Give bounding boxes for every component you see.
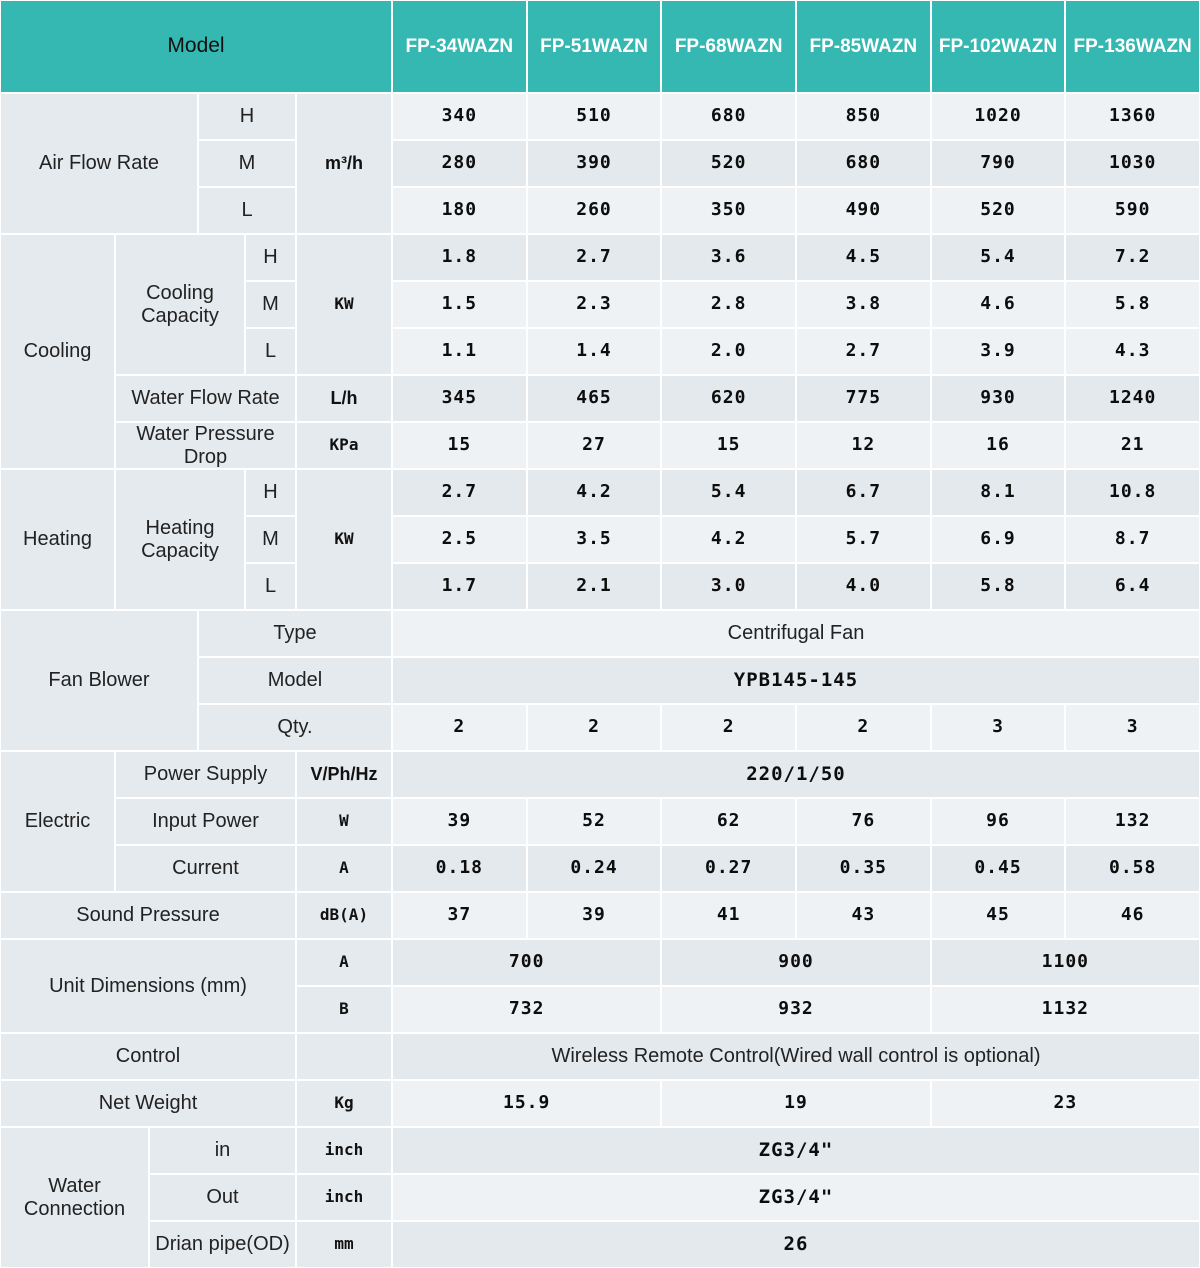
dimension-b-value: 932 bbox=[661, 986, 930, 1033]
sound-pressure-value: 43 bbox=[796, 892, 931, 939]
input-power-value: 96 bbox=[931, 798, 1066, 845]
afr-m-value: 390 bbox=[527, 140, 662, 187]
afr-level-m-label: M bbox=[198, 140, 296, 187]
model-name: FP-51WAZN bbox=[527, 0, 662, 93]
water-pressure-drop-value: 15 bbox=[392, 422, 527, 469]
cooling-h-value: 5.4 bbox=[931, 234, 1066, 281]
heating-l-value: 3.0 bbox=[661, 563, 796, 610]
net-weight-unit-label: Kg bbox=[296, 1080, 392, 1127]
cooling-m-value: 5.8 bbox=[1065, 281, 1200, 328]
current-unit-label: A bbox=[296, 845, 392, 892]
water-pressure-drop-value: 27 bbox=[527, 422, 662, 469]
water-pressure-drop-value: 15 bbox=[661, 422, 796, 469]
heating-m-value: 3.5 bbox=[527, 516, 662, 563]
fan-qty-value: 2 bbox=[527, 704, 662, 751]
cooling-m-value: 1.5 bbox=[392, 281, 527, 328]
cooling-l-value: 1.1 bbox=[392, 328, 527, 375]
sound-pressure-unit-label: dB(A) bbox=[296, 892, 392, 939]
input-power-values-row bbox=[392, 798, 1200, 845]
water-out-label: Out bbox=[149, 1174, 296, 1221]
fan-qty-values-row bbox=[392, 704, 1200, 751]
afr-l-value: 180 bbox=[392, 187, 527, 234]
cooling-l-values-row bbox=[392, 328, 1200, 375]
heating-capacity-unit-label: KW bbox=[296, 469, 392, 610]
input-power-value: 132 bbox=[1065, 798, 1200, 845]
dimension-b-value: 1132 bbox=[931, 986, 1200, 1033]
cooling-m-value: 2.8 bbox=[661, 281, 796, 328]
heating-h-value: 8.1 bbox=[931, 469, 1066, 516]
afr-h-value: 1020 bbox=[931, 93, 1066, 140]
heating-h-value: 5.4 bbox=[661, 469, 796, 516]
fan-blower-label: Fan Blower bbox=[0, 610, 198, 751]
sound-pressure-value: 39 bbox=[527, 892, 662, 939]
drain-pipe-label: Drian pipe(OD) bbox=[149, 1221, 296, 1268]
heating-h-value: 4.2 bbox=[527, 469, 662, 516]
afr-m-value: 520 bbox=[661, 140, 796, 187]
control-label: Control bbox=[0, 1033, 296, 1080]
afr-h-value: 850 bbox=[796, 93, 931, 140]
net-weight-label: Net Weight bbox=[0, 1080, 296, 1127]
current-value: 0.18 bbox=[392, 845, 527, 892]
cooling-h-value: 7.2 bbox=[1065, 234, 1200, 281]
sound-pressure-value: 41 bbox=[661, 892, 796, 939]
model-header-row bbox=[392, 0, 1200, 93]
current-value: 0.58 bbox=[1065, 845, 1200, 892]
current-value: 0.45 bbox=[931, 845, 1066, 892]
water-in-label: in bbox=[149, 1127, 296, 1174]
heating-l-value: 5.8 bbox=[931, 563, 1066, 610]
current-values-row bbox=[392, 845, 1200, 892]
heating-capacity-label: Heating Capacity bbox=[115, 469, 245, 610]
afr-h-values-row bbox=[392, 93, 1200, 140]
water-flow-rate-label: Water Flow Rate bbox=[115, 375, 296, 422]
water-pressure-drop-value: 12 bbox=[796, 422, 931, 469]
cooling-m-value: 3.8 bbox=[796, 281, 931, 328]
net-weight-value: 23 bbox=[931, 1080, 1200, 1127]
sound-pressure-value: 37 bbox=[392, 892, 527, 939]
model-name: FP-85WAZN bbox=[796, 0, 931, 93]
heating-l-values-row bbox=[392, 563, 1200, 610]
sound-pressure-values-row bbox=[392, 892, 1200, 939]
cooling-h-value: 2.7 bbox=[527, 234, 662, 281]
input-power-label: Input Power bbox=[115, 798, 296, 845]
input-power-value: 52 bbox=[527, 798, 662, 845]
water-pressure-drop-value: 16 bbox=[931, 422, 1066, 469]
fan-type-label: Type bbox=[198, 610, 392, 657]
afr-m-value: 280 bbox=[392, 140, 527, 187]
net-weight-values-row bbox=[392, 1080, 1200, 1127]
afr-m-value: 790 bbox=[931, 140, 1066, 187]
water-out-value: ZG3/4" bbox=[392, 1174, 1200, 1221]
current-value: 0.24 bbox=[527, 845, 662, 892]
fan-qty-value: 2 bbox=[796, 704, 931, 751]
input-power-value: 62 bbox=[661, 798, 796, 845]
heating-label: Heating bbox=[0, 469, 115, 610]
sound-pressure-value: 45 bbox=[931, 892, 1066, 939]
heating-l-value: 2.1 bbox=[527, 563, 662, 610]
afr-level-l-label: L bbox=[198, 187, 296, 234]
input-power-value: 39 bbox=[392, 798, 527, 845]
model-name: FP-34WAZN bbox=[392, 0, 527, 93]
cooling-level-l-label: L bbox=[245, 328, 296, 375]
water-flow-rate-unit-label: L/h bbox=[296, 375, 392, 422]
heating-m-value: 8.7 bbox=[1065, 516, 1200, 563]
sound-pressure-value: 46 bbox=[1065, 892, 1200, 939]
cooling-capacity-label: Cooling Capacity bbox=[115, 234, 245, 375]
current-label: Current bbox=[115, 845, 296, 892]
drain-pipe-unit-label: mm bbox=[296, 1221, 392, 1268]
cooling-level-m-label: M bbox=[245, 281, 296, 328]
fan-qty-value: 3 bbox=[931, 704, 1066, 751]
cooling-label: Cooling bbox=[0, 234, 115, 469]
input-power-unit-label: W bbox=[296, 798, 392, 845]
afr-l-value: 590 bbox=[1065, 187, 1200, 234]
dimension-a-values-row bbox=[392, 939, 1200, 986]
heating-level-m-label: M bbox=[245, 516, 296, 563]
dimension-a-label: A bbox=[296, 939, 392, 986]
power-supply-label: Power Supply bbox=[115, 751, 296, 798]
model-header-label: Model bbox=[0, 0, 392, 93]
cooling-m-values-row bbox=[392, 281, 1200, 328]
cooling-l-value: 1.4 bbox=[527, 328, 662, 375]
dimension-a-value: 1100 bbox=[931, 939, 1200, 986]
water-flow-rate-value: 465 bbox=[527, 375, 662, 422]
net-weight-value: 15.9 bbox=[392, 1080, 661, 1127]
sound-pressure-label: Sound Pressure bbox=[0, 892, 296, 939]
cooling-l-value: 4.3 bbox=[1065, 328, 1200, 375]
water-in-value: ZG3/4" bbox=[392, 1127, 1200, 1174]
heating-m-value: 6.9 bbox=[931, 516, 1066, 563]
cooling-m-value: 4.6 bbox=[931, 281, 1066, 328]
water-in-unit-label: inch bbox=[296, 1127, 392, 1174]
water-pressure-drop-value: 21 bbox=[1065, 422, 1200, 469]
heating-h-values-row bbox=[392, 469, 1200, 516]
water-pressure-drop-label: Water Pressure Drop bbox=[115, 422, 296, 469]
current-value: 0.35 bbox=[796, 845, 931, 892]
heating-m-value: 4.2 bbox=[661, 516, 796, 563]
water-pressure-drop-values-row bbox=[392, 422, 1200, 469]
water-flow-rate-value: 345 bbox=[392, 375, 527, 422]
afr-l-value: 350 bbox=[661, 187, 796, 234]
dimension-b-values-row bbox=[392, 986, 1200, 1033]
water-out-unit-label: inch bbox=[296, 1174, 392, 1221]
heating-l-value: 1.7 bbox=[392, 563, 527, 610]
afr-l-value: 260 bbox=[527, 187, 662, 234]
afr-m-value: 1030 bbox=[1065, 140, 1200, 187]
model-name: FP-68WAZN bbox=[661, 0, 796, 93]
cooling-h-values-row bbox=[392, 234, 1200, 281]
fan-model-value: YPB145-145 bbox=[392, 657, 1200, 704]
dimension-a-value: 700 bbox=[392, 939, 661, 986]
cooling-capacity-unit-label: KW bbox=[296, 234, 392, 375]
afr-l-values-row bbox=[392, 187, 1200, 234]
heating-m-values-row bbox=[392, 516, 1200, 563]
heating-l-value: 6.4 bbox=[1065, 563, 1200, 610]
dimension-a-value: 900 bbox=[661, 939, 930, 986]
fan-qty-value: 2 bbox=[392, 704, 527, 751]
afr-h-value: 680 bbox=[661, 93, 796, 140]
fan-qty-label: Qty. bbox=[198, 704, 392, 751]
cooling-h-value: 3.6 bbox=[661, 234, 796, 281]
afr-h-value: 340 bbox=[392, 93, 527, 140]
cooling-m-value: 2.3 bbox=[527, 281, 662, 328]
water-flow-rate-value: 775 bbox=[796, 375, 931, 422]
control-unit-empty-cell bbox=[296, 1033, 392, 1080]
model-name: FP-102WAZN bbox=[931, 0, 1066, 93]
water-connection-label: Water Connection bbox=[0, 1127, 149, 1268]
water-flow-rate-value: 1240 bbox=[1065, 375, 1200, 422]
cooling-h-value: 4.5 bbox=[796, 234, 931, 281]
heating-m-value: 5.7 bbox=[796, 516, 931, 563]
heating-level-l-label: L bbox=[245, 563, 296, 610]
water-pressure-drop-unit-label: KPa bbox=[296, 422, 392, 469]
afr-h-value: 1360 bbox=[1065, 93, 1200, 140]
fan-qty-value: 2 bbox=[661, 704, 796, 751]
electric-label: Electric bbox=[0, 751, 115, 892]
afr-h-value: 510 bbox=[527, 93, 662, 140]
heating-level-h-label: H bbox=[245, 469, 296, 516]
heating-h-value: 2.7 bbox=[392, 469, 527, 516]
cooling-level-h-label: H bbox=[245, 234, 296, 281]
power-supply-unit-label: V/Ph/Hz bbox=[296, 751, 392, 798]
afr-m-value: 680 bbox=[796, 140, 931, 187]
model-name: FP-136WAZN bbox=[1065, 0, 1200, 93]
air-flow-rate-label: Air Flow Rate bbox=[0, 93, 198, 234]
afr-level-h-label: H bbox=[198, 93, 296, 140]
water-flow-rate-values-row bbox=[392, 375, 1200, 422]
dimension-b-value: 732 bbox=[392, 986, 661, 1033]
heating-h-value: 10.8 bbox=[1065, 469, 1200, 516]
heating-l-value: 4.0 bbox=[796, 563, 931, 610]
heating-h-value: 6.7 bbox=[796, 469, 931, 516]
heating-m-value: 2.5 bbox=[392, 516, 527, 563]
net-weight-value: 19 bbox=[661, 1080, 930, 1127]
afr-m-values-row bbox=[392, 140, 1200, 187]
water-flow-rate-value: 930 bbox=[931, 375, 1066, 422]
afr-unit-label: m³/h bbox=[296, 93, 392, 234]
dimension-b-label: B bbox=[296, 986, 392, 1033]
water-flow-rate-value: 620 bbox=[661, 375, 796, 422]
cooling-l-value: 2.7 bbox=[796, 328, 931, 375]
power-supply-value: 220/1/50 bbox=[392, 751, 1200, 798]
afr-l-value: 490 bbox=[796, 187, 931, 234]
cooling-l-value: 3.9 bbox=[931, 328, 1066, 375]
fan-type-value: Centrifugal Fan bbox=[392, 610, 1200, 657]
current-value: 0.27 bbox=[661, 845, 796, 892]
drain-pipe-value: 26 bbox=[392, 1221, 1200, 1268]
unit-dimensions-label: Unit Dimensions (mm) bbox=[0, 939, 296, 1033]
input-power-value: 76 bbox=[796, 798, 931, 845]
fan-qty-value: 3 bbox=[1065, 704, 1200, 751]
afr-l-value: 520 bbox=[931, 187, 1066, 234]
cooling-l-value: 2.0 bbox=[661, 328, 796, 375]
fan-model-label: Model bbox=[198, 657, 392, 704]
control-value: Wireless Remote Control(Wired wall control is optional) bbox=[392, 1033, 1200, 1080]
cooling-h-value: 1.8 bbox=[392, 234, 527, 281]
